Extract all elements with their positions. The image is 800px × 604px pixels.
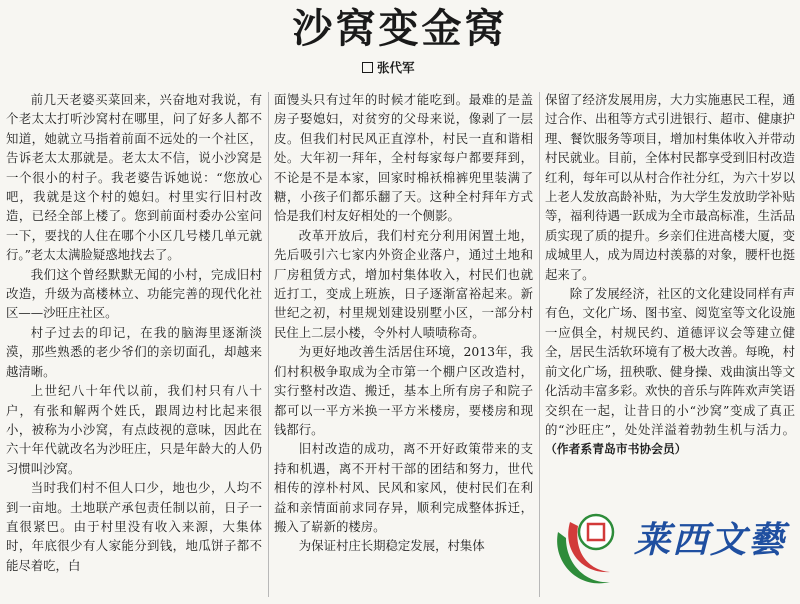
logo-emblem-icon	[548, 492, 638, 597]
paragraph: 村子过去的印记，在我的脑海里逐渐淡漠，那些熟悉的老少爷们的亲切面孔，却越来越清晰。	[6, 324, 262, 379]
paragraph: 为保证村庄长期稳定发展，村集体	[298, 538, 485, 554]
logo-seal-ring	[579, 515, 613, 549]
paragraph: 上世纪八十年代以前，我们村只有八十户，有张和解两个姓氏，跟周边村比起来很小，被称为小沙窝，有点歧视的意味，因此在六十年代就改名为沙旺庄，只是年龄大的人仍习惯叫沙窝。	[6, 383, 262, 476]
column-divider	[539, 92, 540, 597]
paragraph-text: 除了发展经济，社区的文化建设同样有声有色，文化广场、图书室、阅览室等文化设施一应俱全，村规民约、道德评议会等建立健全，居民生活软环境有了极大改善。每晚，村前文化广场，扭秧歌、健身操、戏曲演出等文化活动丰富多彩。欢快的音乐与阵阵欢声笑语交织在一起，让昔日的小“沙窝”变成了真正的“沙旺庄”，处处洋溢着勃勃生机与活力。	[545, 286, 795, 437]
paragraph: 为更好地改善生活居住环境，2013年，我们村积极争取成为全市第一个棚户区改造村，实行整村改造、搬迁，基本上所有房子和院子都可以一平方米换一平方米楼房，要楼房和现钱都行。	[274, 344, 533, 437]
article-column-3	[545, 90, 795, 500]
byline	[362, 58, 415, 76]
paragraph: 我们这个曾经默默无闻的小村，完成旧村改造，升级为高楼林立、功能完善的现代化社区——沙旺庄社区。	[6, 266, 262, 321]
article-column-1	[6, 90, 262, 604]
paragraph: 改革开放后，我们村充分利用闲置土地，先后吸引六七家内外资企业落户，通过土地和厂房租赁方式，增加村集体收入，村民们也就近打工，变成上班族，日子逐渐富裕起来。新世纪之初，村里规划建设别墅小区，一部分村民住上二层小楼，令外村人啧啧称奇。	[274, 227, 533, 340]
logo-text: 莱西文藝	[634, 519, 787, 561]
article-column-2	[274, 90, 533, 604]
author-note: （作者系青岛市书协会员）	[545, 442, 687, 457]
publication-logo	[548, 492, 798, 597]
column-divider	[268, 92, 269, 597]
paragraph: 旧村改造的成功，离不开好政策带来的支持和机遇，离不开村干部的团结和努力，世代相传的淳朴村风、民风和家风，使村民们在利益和亲情面前求同存异，顺利完成整体拆迁，搬入了崭新的楼房。	[274, 441, 533, 534]
author-name: 张代军	[377, 60, 415, 75]
paragraph: 当时我们村不但人口少，地也少，人均不到一亩地。土地联产承包责任制以前，日子一直很紧巴。由于村里没有收入来源，大集体时，年底很少有人家能分到钱，地瓜饼子都不能尽着吃，白	[6, 480, 262, 573]
square-icon	[362, 62, 373, 73]
article-title: 沙窝变金窝	[292, 6, 508, 52]
paragraph: 保留了经济发展用房，大力实施惠民工程，通过合作、出租等方式引进银行、超市、健康护理、餐饮服务等项目，增加村集体收入并带动村民就业。目前，全体村民都享受到旧村改造红利，每年可以从村合作社分红，为六十岁以上老人发放高龄补贴，为大学生发放助学补贴等，福利待遇一跃成为全市最高标准，生活品质实现了质的提升。乡亲们住进高楼大厦，变成城里人，成为周边村羡慕的对象，腰杆也挺起来了。	[545, 92, 795, 282]
paragraph: 面馒头只有过年的时候才能吃到。最难的是盖房子娶媳妇，对贫穷的父母来说，像剥了一层皮。但我们村民风正直淳朴，村民一直和谐相处。大年初一拜年，全村每家每户都要拜到，不论是不是本家，回家时棉袄棉裤兜里装满了糖，小孩子们都乐翻了天。这种全村拜年方式恰是我们村友好相处的一个侧影。	[274, 92, 533, 224]
paragraph: 前几天老婆买菜回来，兴奋地对我说，有个老太太打听沙窝村在哪里，问了好多人都不知道，她就立马指着前面不远处的一个社区，告诉老太太那就是。老太太不信，说小沙窝是一个很小的村子。我老婆告诉她说：“您放心吧，我就是这个村的媳妇。村里实行旧村改造，已经全部上楼了。您到前面村委办公室问一下，要找的人住在哪个小区几号楼几单元就行。”老太太满脸疑惑地找去了。	[6, 92, 262, 263]
paragraph	[545, 284, 795, 460]
